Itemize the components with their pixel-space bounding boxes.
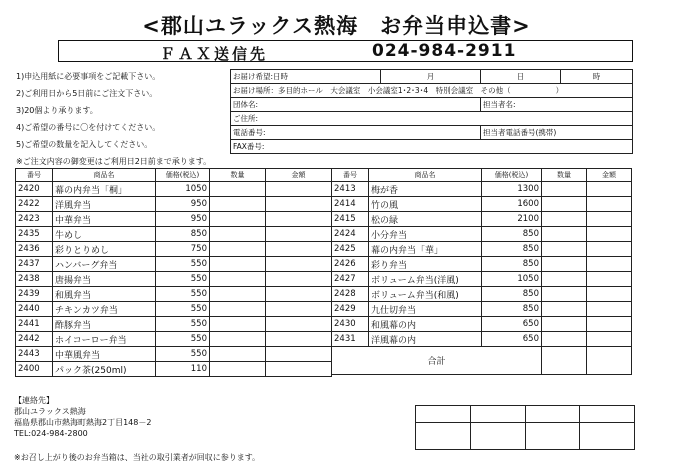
- menu-name: 洋風弁当: [53, 197, 156, 212]
- qty-cell[interactable]: [210, 272, 266, 287]
- person-name-field[interactable]: 担当者名:: [481, 98, 633, 112]
- amount-cell[interactable]: [587, 272, 632, 287]
- menu-code: 2437: [16, 257, 53, 272]
- menu-code: 2422: [16, 197, 53, 212]
- fax-box: [58, 40, 633, 62]
- menu-price: 850: [482, 227, 542, 242]
- amount-cell[interactable]: [587, 212, 632, 227]
- menu-name: 彩りとりめし: [53, 242, 156, 257]
- qty-cell[interactable]: [542, 197, 587, 212]
- hour-field[interactable]: 時: [561, 70, 633, 84]
- menu-name: 竹の風: [369, 197, 482, 212]
- menu-price: 550: [156, 302, 210, 317]
- order-form: [230, 69, 633, 154]
- menu-row: [16, 182, 332, 197]
- menu-row: [16, 362, 332, 377]
- qty-cell[interactable]: [542, 242, 587, 257]
- menu-row: [16, 302, 332, 317]
- menu-row: [332, 257, 632, 272]
- menu-name: ハンバーグ弁当: [53, 257, 156, 272]
- qty-cell[interactable]: [210, 347, 266, 362]
- qty-cell[interactable]: [210, 257, 266, 272]
- menu-name: チキンカツ弁当: [53, 302, 156, 317]
- qty-cell[interactable]: [542, 332, 587, 347]
- header-amount: 金額: [266, 169, 332, 182]
- group-name-field[interactable]: 団体名:: [231, 98, 481, 112]
- header-qty: 数量: [210, 169, 266, 182]
- amount-cell[interactable]: [266, 272, 332, 287]
- menu-row: [332, 242, 632, 257]
- amount-cell[interactable]: [587, 317, 632, 332]
- menu-price: 550: [156, 317, 210, 332]
- fax-field[interactable]: FAX番号:: [231, 140, 633, 154]
- menu-price: 110: [156, 362, 210, 377]
- menu-price: 850: [482, 287, 542, 302]
- menu-code: 2420: [16, 182, 53, 197]
- menu-row: [332, 182, 632, 197]
- qty-cell[interactable]: [542, 287, 587, 302]
- menu-code: 2400: [16, 362, 53, 377]
- menu-name: 洋風幕の内: [369, 332, 482, 347]
- menu-name: 彩り弁当: [369, 257, 482, 272]
- qty-cell[interactable]: [210, 212, 266, 227]
- menu-name: 和風幕の内: [369, 317, 482, 332]
- header-code: 番号: [332, 169, 369, 182]
- menu-row: [332, 197, 632, 212]
- office-cell: [416, 423, 471, 450]
- menu-name: 酢豚弁当: [53, 317, 156, 332]
- menu-name: 中華風弁当: [53, 347, 156, 362]
- menu-price: 1050: [482, 272, 542, 287]
- instruction-note: ※ご注文内容の御変更はご利用日2日前まで承ります。: [16, 157, 212, 166]
- instruction-4: 4)ご希望の番号に〇を付けてください。: [16, 123, 161, 132]
- contact-address: 福島県郡山市熱海町熱海2丁目148－2: [14, 418, 152, 427]
- office-cell: [525, 406, 580, 423]
- menu-code: 2431: [332, 332, 369, 347]
- amount-cell[interactable]: [266, 302, 332, 317]
- menu-row: [332, 212, 632, 227]
- amount-cell[interactable]: [266, 362, 332, 377]
- menu-code: 2441: [16, 317, 53, 332]
- menu-row: [16, 242, 332, 257]
- menu-code: 2415: [332, 212, 369, 227]
- menu-name: ボリューム弁当(和風): [369, 287, 482, 302]
- qty-cell[interactable]: [210, 317, 266, 332]
- menu-code: 2435: [16, 227, 53, 242]
- delivery-date-field[interactable]: お届け希望:日時: [231, 70, 381, 84]
- menu-price: 950: [156, 212, 210, 227]
- qty-cell[interactable]: [542, 182, 587, 197]
- menu-table-left: [15, 168, 332, 377]
- menu-code: 2443: [16, 347, 53, 362]
- amount-cell[interactable]: [266, 182, 332, 197]
- amount-cell[interactable]: [587, 227, 632, 242]
- menu-row: [332, 272, 632, 287]
- menu-name: 牛めし: [53, 227, 156, 242]
- menu-code: 2442: [16, 332, 53, 347]
- header-amount: 金額: [587, 169, 632, 182]
- menu-price: 550: [156, 272, 210, 287]
- menu-price: 650: [482, 317, 542, 332]
- office-cell: [525, 423, 580, 450]
- menu-row: [332, 317, 632, 332]
- amount-cell[interactable]: [266, 227, 332, 242]
- amount-cell[interactable]: [587, 287, 632, 302]
- menu-code: 2423: [16, 212, 53, 227]
- menu-name: 小分弁当: [369, 227, 482, 242]
- day-field[interactable]: 日: [481, 70, 561, 84]
- amount-cell[interactable]: [266, 242, 332, 257]
- menu-price: 750: [156, 242, 210, 257]
- menu-name: パック茶(250ml): [53, 362, 156, 377]
- office-cell: [470, 406, 525, 423]
- menu-price: 550: [156, 347, 210, 362]
- menu-row: [16, 257, 332, 272]
- header-name: 商品名: [369, 169, 482, 182]
- menu-row: [332, 287, 632, 302]
- menu-code: 2439: [16, 287, 53, 302]
- header-price: 価格(税込): [156, 169, 210, 182]
- menu-code: 2414: [332, 197, 369, 212]
- instruction-5: 5)ご希望の数量を記入してください。: [16, 140, 153, 149]
- menu-code: 2430: [332, 317, 369, 332]
- menu-code: 2429: [332, 302, 369, 317]
- menu-name: 九仕切弁当: [369, 302, 482, 317]
- menu-price: 850: [482, 257, 542, 272]
- amount-cell[interactable]: [266, 212, 332, 227]
- total-amount-cell[interactable]: [587, 347, 632, 375]
- menu-name: ボリューム弁当(洋風): [369, 272, 482, 287]
- amount-cell[interactable]: [266, 197, 332, 212]
- contact-tel: TEL:024-984-2800: [14, 429, 88, 438]
- qty-cell[interactable]: [542, 212, 587, 227]
- menu-price: 550: [156, 257, 210, 272]
- total-label: 合計: [332, 347, 542, 375]
- phone-field[interactable]: 電話番号:: [231, 126, 481, 140]
- menu-row: [16, 287, 332, 302]
- delivery-place-field[interactable]: お届け場所：多目的ホール 大会議室 小会議室1･2･3･4 特別会議室 その他（ ）: [231, 84, 633, 98]
- menu-name: 幕の内弁当「華」: [369, 242, 482, 257]
- office-cell: [580, 406, 635, 423]
- menu-code: 2438: [16, 272, 53, 287]
- qty-cell[interactable]: [210, 197, 266, 212]
- footer-note: ※お召し上がり後のお弁当箱は、当社の取引業者が回収に参ります。: [14, 453, 261, 462]
- menu-price: 650: [482, 332, 542, 347]
- qty-cell[interactable]: [210, 242, 266, 257]
- menu-name: 松の緑: [369, 212, 482, 227]
- menu-row: [332, 332, 632, 347]
- address-field[interactable]: ご住所:: [231, 112, 633, 126]
- menu-name: 中華弁当: [53, 212, 156, 227]
- amount-cell[interactable]: [587, 182, 632, 197]
- qty-cell[interactable]: [210, 362, 266, 377]
- menu-code: 2436: [16, 242, 53, 257]
- page-title: <郡山ユラックス熱海 お弁当申込書>: [142, 14, 531, 38]
- menu-price: 550: [156, 332, 210, 347]
- office-cell: [580, 423, 635, 450]
- menu-code: 2425: [332, 242, 369, 257]
- header-qty: 数量: [542, 169, 587, 182]
- person-phone-field[interactable]: 担当者電話番号(携帯): [481, 126, 633, 140]
- qty-cell[interactable]: [210, 182, 266, 197]
- menu-name: ホイコーロー弁当: [53, 332, 156, 347]
- amount-cell[interactable]: [266, 347, 332, 362]
- menu-row: [16, 347, 332, 362]
- menu-row: [16, 212, 332, 227]
- qty-cell[interactable]: [210, 332, 266, 347]
- office-use-table: [415, 405, 635, 450]
- qty-cell[interactable]: [210, 227, 266, 242]
- qty-cell[interactable]: [542, 257, 587, 272]
- menu-name: 梅が香: [369, 182, 482, 197]
- menu-row: [16, 317, 332, 332]
- amount-cell[interactable]: [587, 242, 632, 257]
- office-cell: [416, 406, 471, 423]
- menu-row: [16, 197, 332, 212]
- qty-cell[interactable]: [210, 287, 266, 302]
- instruction-1: 1)申込用紙に必要事項をご記載下さい。: [16, 72, 161, 81]
- menu-code: 2413: [332, 182, 369, 197]
- menu-row: [332, 227, 632, 242]
- menu-name: 唐揚弁当: [53, 272, 156, 287]
- amount-cell[interactable]: [266, 317, 332, 332]
- menu-price: 2100: [482, 212, 542, 227]
- amount-cell[interactable]: [587, 332, 632, 347]
- menu-row: [16, 272, 332, 287]
- menu-price: 950: [156, 197, 210, 212]
- header-price: 価格(税込): [482, 169, 542, 182]
- amount-cell[interactable]: [587, 257, 632, 272]
- menu-price: 850: [482, 302, 542, 317]
- fax-number: 024-984-2911: [372, 41, 517, 61]
- menu-code: 2428: [332, 287, 369, 302]
- header-code: 番号: [16, 169, 53, 182]
- amount-cell[interactable]: [587, 197, 632, 212]
- menu-code: 2426: [332, 257, 369, 272]
- menu-code: 2424: [332, 227, 369, 242]
- fax-label: ＦＡＸ送信先: [160, 45, 269, 63]
- menu-row: [332, 302, 632, 317]
- menu-price: 850: [156, 227, 210, 242]
- qty-cell[interactable]: [542, 317, 587, 332]
- menu-row: [16, 332, 332, 347]
- contact-name: 郡山ユラックス熱海: [14, 407, 86, 416]
- header-name: 商品名: [53, 169, 156, 182]
- menu-code: 2427: [332, 272, 369, 287]
- menu-price: 850: [482, 242, 542, 257]
- menu-name: 和風弁当: [53, 287, 156, 302]
- office-cell: [470, 423, 525, 450]
- menu-price: 1600: [482, 197, 542, 212]
- menu-code: 2440: [16, 302, 53, 317]
- menu-row: [16, 227, 332, 242]
- menu-price: 550: [156, 287, 210, 302]
- total-qty-cell[interactable]: [542, 347, 587, 375]
- menu-price: 1050: [156, 182, 210, 197]
- month-field[interactable]: 月: [381, 70, 481, 84]
- amount-cell[interactable]: [266, 257, 332, 272]
- menu-name: 幕の内弁当「桐」: [53, 182, 156, 197]
- qty-cell[interactable]: [542, 227, 587, 242]
- contact-heading: 【連絡先】: [14, 396, 54, 405]
- amount-cell[interactable]: [266, 287, 332, 302]
- instruction-3: 3)20個より承ります。: [16, 106, 98, 115]
- amount-cell[interactable]: [587, 302, 632, 317]
- qty-cell[interactable]: [542, 272, 587, 287]
- menu-price: 1300: [482, 182, 542, 197]
- qty-cell[interactable]: [210, 302, 266, 317]
- qty-cell[interactable]: [542, 302, 587, 317]
- amount-cell[interactable]: [266, 332, 332, 347]
- instruction-2: 2)ご利用日から5日前にご注文下さい。: [16, 89, 158, 98]
- menu-table-right: [331, 168, 632, 375]
